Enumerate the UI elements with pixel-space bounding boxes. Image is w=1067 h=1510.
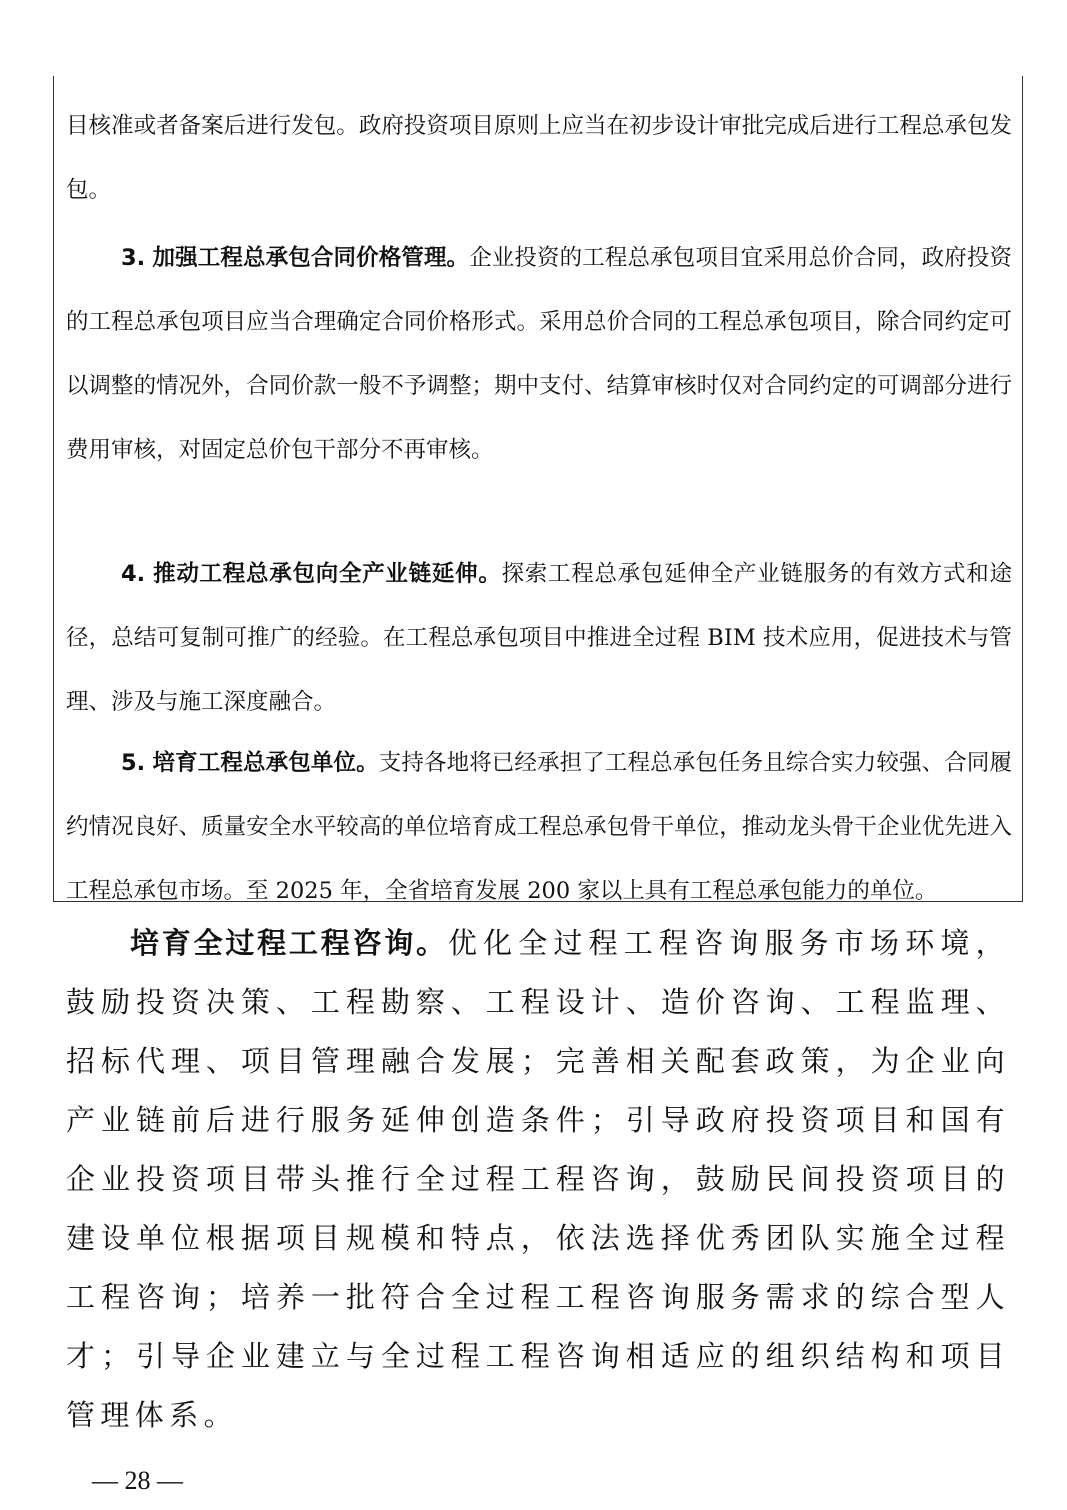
box-item-4 [66,542,1012,734]
main-text: 优化全过程工程咨询服务市场环境，鼓励投资决策、工程勘察、工程设计、造价咨询、工程监理、招标代理、项目管理融合发展；完善相关配套政策，为企业向产业链前后进行服务延伸创造条件；引导政府投资项目和国有企业投资项目带头推行全过程工程咨询，鼓励民间投资项目的建设单位根据项目规模和特点，依法选择优秀团队实施全过程工程咨询；培养一批符合全过程工程咨询服务需求的综合型人才；引导企业建立与全过程工程咨询相适应的组织结构和项目管理体系。 [66,926,1010,1432]
item-5-heading: 培育工程总承包单位。 [152,750,379,776]
boxed-text-panel [53,76,1023,902]
box-item-5 [66,731,1012,923]
item-3-text: 企业投资的工程总承包项目宜采用总价合同，政府投资的工程总承包项目应当合理确定合同价格形式。采用总价合同的工程总承包项目，除合同约定可以调整的情况外，合同价款一般不予调整；期中支付、结算审核时仅对合同约定的可调部分进行费用审核，对固定总价包干部分不再审核。 [66,245,1012,463]
box-paragraph-continuation: 目核准或者备案后进行发包。政府投资项目原则上应当在初步设计审批完成后进行工程总承包发包。 [66,113,1012,203]
item-3-number: 3. [121,245,146,271]
item-3-heading: 加强工程总承包合同价格管理。 [152,245,470,271]
main-heading: 培育全过程工程咨询。 [130,926,448,960]
item-4-number: 4. [121,561,146,587]
page-number: — 28 — [92,1466,183,1495]
box-item-3 [66,226,1012,482]
item-4-heading: 推动工程总承包向全产业链延伸。 [153,561,502,587]
item-5-number: 5. [121,750,146,776]
main-paragraph [66,914,1010,1445]
item-5-text: 支持各地将已经承担了工程总承包任务且综合实力较强、合同履约情况良好、质量安全水平较高的单位培育成工程总承包骨干单位，推动龙头骨干企业优先进入工程总承包市场。至 2025 年，全省培育发展 200 家以上具有工程总承包能力的单位。 [66,750,1012,904]
item-4-text: 探索工程总承包延伸全产业链服务的有效方式和途径，总结可复制可推广的经验。在工程总承包项目中推进全过程 BIM 技术应用，促进技术与管理、涉及与施工深度融合。 [66,561,1012,715]
